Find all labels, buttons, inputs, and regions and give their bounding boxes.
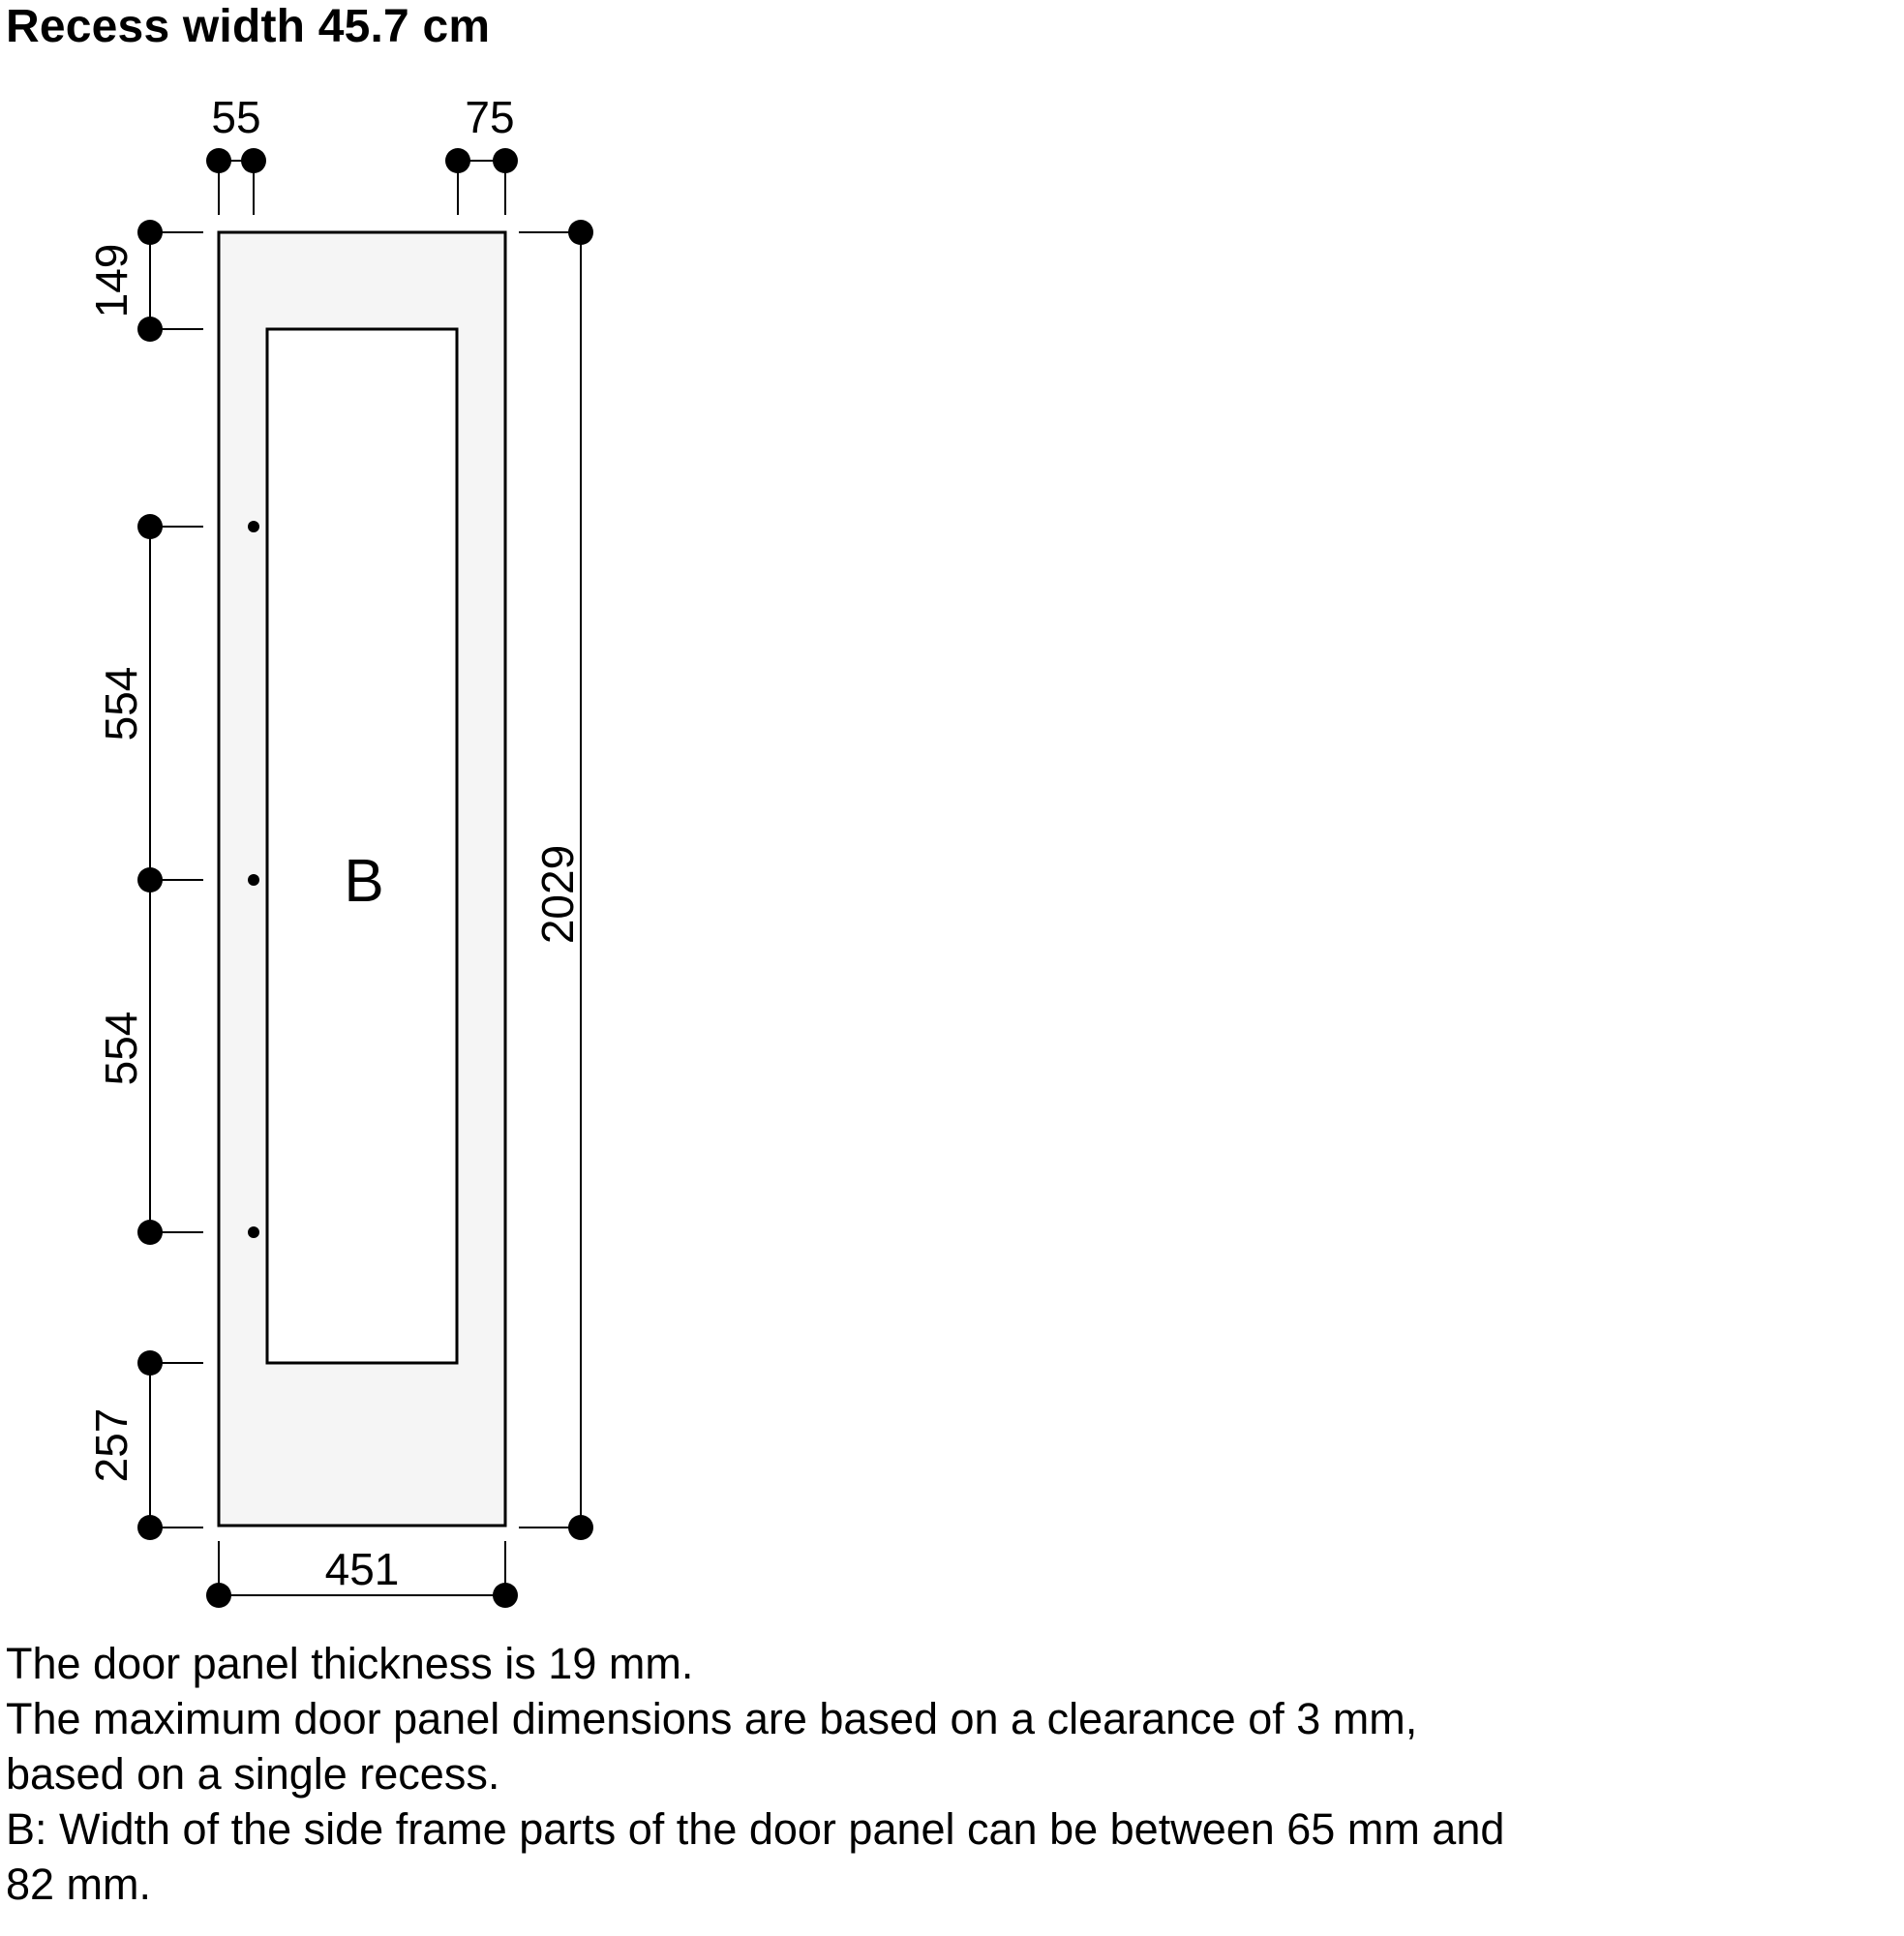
dimension-top-left — [206, 148, 266, 215]
dimension-label-554-upper: 554 — [96, 666, 146, 741]
dimension-left-chain — [137, 220, 203, 1540]
dimension-label-55: 55 — [211, 92, 261, 142]
dimension-label-554-lower: 554 — [96, 1011, 146, 1086]
hinge-hole-lower — [248, 1226, 259, 1238]
dimension-top-right — [445, 148, 518, 215]
page-title: Recess width 45.7 cm — [6, 1, 491, 52]
dimension-label-2029: 2029 — [532, 844, 583, 945]
note-line: The maximum door panel dimensions are based on a clearance of 3 mm, — [6, 1694, 1418, 1743]
note-line: based on a single recess. — [6, 1749, 500, 1799]
dimension-label-451: 451 — [324, 1544, 400, 1594]
note-line: 82 mm. — [6, 1860, 152, 1909]
dimension-label-75: 75 — [465, 92, 515, 142]
dimension-label-149: 149 — [86, 243, 136, 318]
hinge-hole-middle — [248, 874, 259, 886]
note-line: B: Width of the side frame parts of the door panel can be between 65 mm and — [6, 1804, 1505, 1854]
dimension-label-257: 257 — [86, 1407, 136, 1483]
hinge-hole-upper — [248, 521, 259, 532]
note-line: The door panel thickness is 19 mm. — [6, 1639, 694, 1688]
notes-block — [6, 1636, 1504, 1912]
panel-label-b: B — [344, 848, 384, 915]
inner-frame-opening — [267, 329, 457, 1363]
